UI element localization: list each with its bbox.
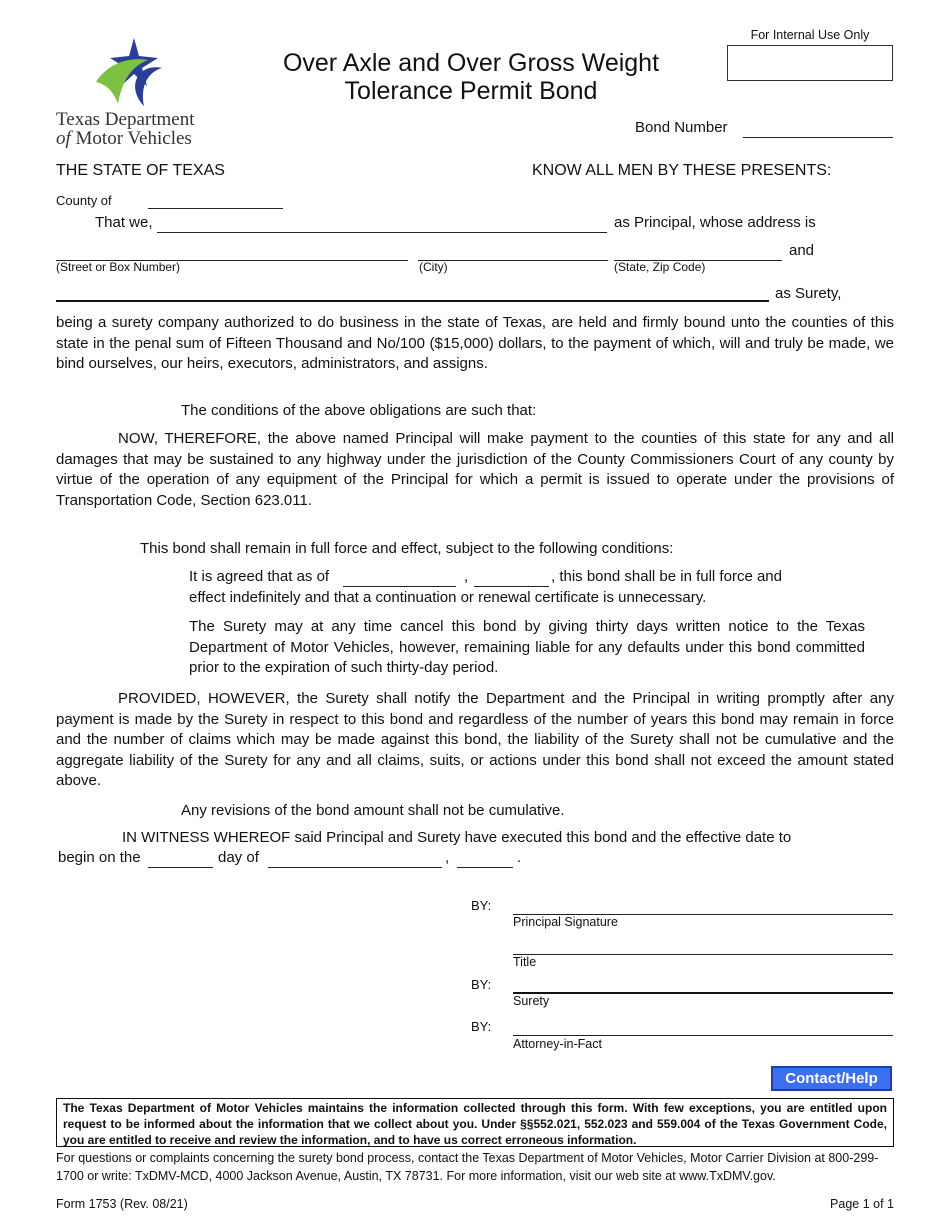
internal-use-box[interactable] [727,45,893,81]
page-title [240,49,702,105]
txdmv-logo-icon [92,38,172,110]
city-label: (City) [419,260,448,274]
title-line1: Over Axle and Over Gross Weight [282,49,660,77]
as-surety-text: as Surety, [775,285,842,302]
attorney-label: Attorney-in-Fact [513,1037,602,1051]
surety-signature-field[interactable] [513,992,893,994]
agreed-date-field[interactable] [343,586,456,587]
begin-on-label: begin on the [58,849,141,866]
agency-name-line2 [56,129,226,148]
now-therefore-paragraph: NOW, THEREFORE, the above named Principal will make payment to the counties of this state for any and all damages that may be sustained to any highway under the jurisdiction of the County Commissioners Court of any county by virtue of the operation of any equipment of the Principal for which a permit is issued to operate under the provisions of Transportation Code, Section 623.011. [56,430,894,509]
witness-text: IN WITNESS WHEREOF said Principal and Surety have executed this bond and the effective date to [122,829,792,846]
bond-number-label: Bond Number [635,119,728,136]
agreed-year-field[interactable] [474,586,549,587]
contact-help-button[interactable]: Contact/Help [771,1066,892,1091]
and-text: and [789,242,815,259]
agreed-line2: effect indefinitely and that a continuation or renewal certificate is unnecessary. [189,589,707,606]
by-label-surety: BY: [471,977,492,992]
agency-of: of [56,128,71,149]
provided-however-paragraph: PROVIDED, HOWEVER, the Surety shall notify the Department and the Principal in writing promptly after any payment is made by the Surety in respect to this bond and regardless of the number of years this bond may remain in force and the number of claims which may be made against this bond, the liability of the Surety shall not be cumulative and the aggregate liability of the Surety for any and all claims, suits, or actions under this bond shall not exceed the amount stated above. [56,690,894,789]
surety-cancel-paragraph: The Surety may at any time cancel this bond by giving thirty days written notice to the Texas Department of Motor Vehicles, however, remaining liable for any defaults under this bond committed prior to the expiration of such thirty-day period. [189,618,865,676]
attorney-signature-field[interactable] [513,1035,893,1036]
page-number: Page 1 of 1 [830,1197,894,1211]
begin-month-field[interactable] [268,867,442,868]
remain-force-text: This bond shall remain in full force and effect, subject to the following conditions: [140,540,674,557]
county-label: County of [56,193,112,208]
privacy-notice: The Texas Department of Motor Vehicles maintains the information collected through this form. With few exceptions, you are entitled upon request to be informed about the information that we collect about you. Under §§552.021, 552.023 and 559.004 of the Texas Government Code, you are entitled to receive and review the information, and to have us correct erroneous information. [56,1098,894,1147]
questions-text: For questions or complaints concerning the surety bond process, contact the Texas Department of Motor Vehicles, Motor Carrier Division at 800-299-1700 or write: TxDMV-MCD, 4000 Jackson Avenue, Austin, TX 78731. For more information, visit our web site at www.TxDMV.gov. [56,1151,879,1183]
revisions-text: Any revisions of the bond amount shall not be cumulative. [181,802,565,819]
street-label: (Street or Box Number) [56,260,181,274]
title-label: Title [513,955,537,969]
surety-name-field[interactable] [56,300,769,302]
by-label-principal: BY: [471,898,492,913]
that-we-label: That we, [95,214,153,231]
form-number: Form 1753 (Rev. 08/21) [56,1197,188,1211]
title-line2: Tolerance Permit Bond [344,77,598,105]
agreed-suffix: , this bond shall be in full force and [551,568,782,585]
title-field[interactable] [513,954,893,955]
agreed-prefix: It is agreed that as of [189,568,330,585]
day-of-label: day of [218,849,259,866]
agency-motor-vehicles: Motor Vehicles [70,128,192,149]
begin-period: . [517,849,522,866]
agency-name [56,110,226,148]
by-label-attorney: BY: [471,1019,492,1034]
principal-signature-label: Principal Signature [513,915,618,929]
as-principal-text: as Principal, whose address is [614,214,816,231]
bond-obligation-paragraph: being a surety company authorized to do business in the state of Texas, are held and firmly bound unto the counties of this state in the penal sum of Fifteen Thousand and No/100 ($15,000) dollars, to the payment of which, will and truly be made, we bind ourselves, our heirs, executors, administrators, and assigns. [56,314,894,372]
county-field[interactable] [148,208,283,209]
state-heading: THE STATE OF TEXAS [56,162,225,179]
agreed-comma: , [464,568,469,585]
begin-day-field[interactable] [148,867,213,868]
begin-year-field[interactable] [457,867,513,868]
conditions-text: The conditions of the above obligations are such that: [181,402,537,419]
know-all-heading: KNOW ALL MEN BY THESE PRESENTS: [532,162,832,179]
bond-number-field[interactable] [743,137,893,138]
begin-comma: , [445,849,450,866]
state-zip-label: (State, Zip Code) [614,260,706,274]
principal-name-field[interactable] [157,232,607,233]
surety-label: Surety [513,994,550,1008]
agency-name-line1: Texas Department [56,109,195,130]
internal-use-label: For Internal Use Only [750,28,870,42]
